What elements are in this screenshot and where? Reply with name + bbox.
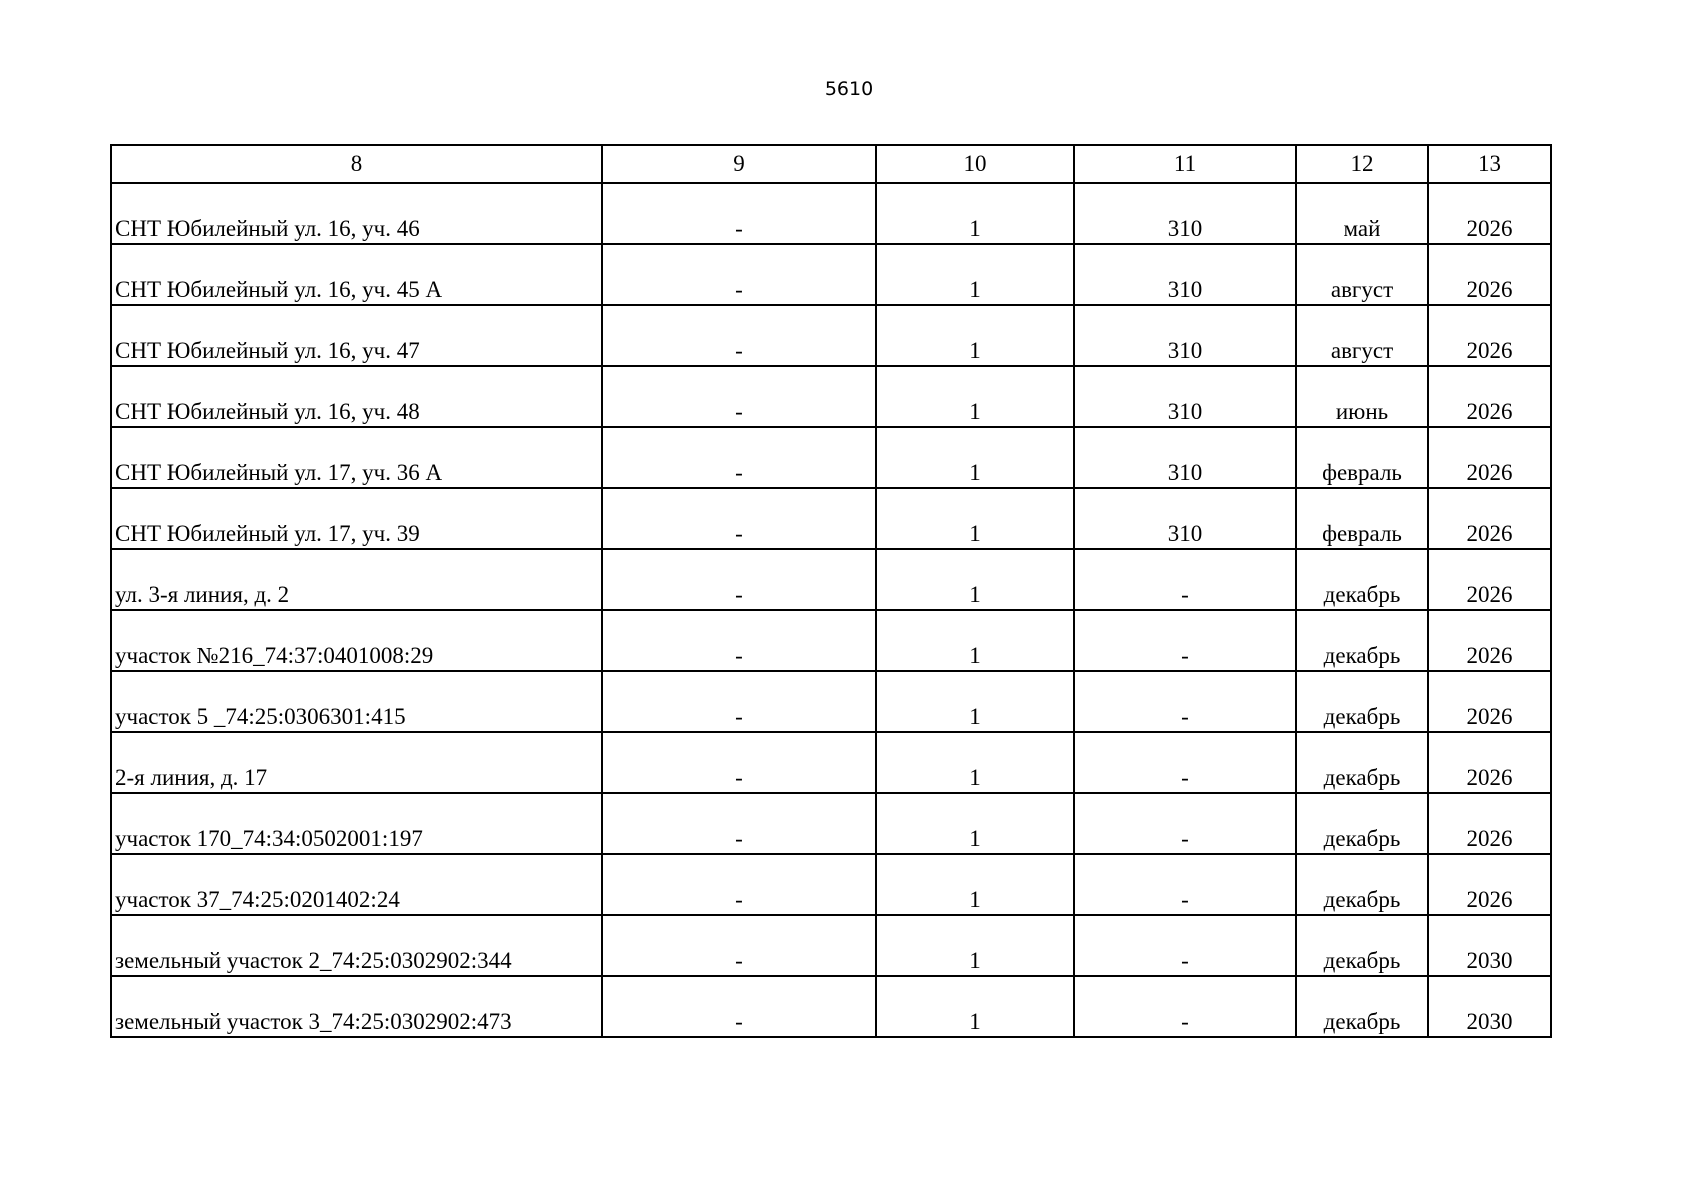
table-body [111,183,1551,1037]
table-row [111,305,1551,366]
table-row [111,976,1551,1037]
table-header [111,145,1551,183]
cell-col-11: 310 [1074,183,1296,244]
cell-col-11: - [1074,915,1296,976]
column-header: 9 [602,145,876,183]
cell-year: 2026 [1428,488,1551,549]
cell-col-10: 1 [876,976,1074,1037]
cell-year: 2026 [1428,549,1551,610]
cell-address: СНТ Юбилейный ул. 17, уч. 36 А [111,427,602,488]
table-row [111,183,1551,244]
cell-month: август [1296,244,1428,305]
column-header: 8 [111,145,602,183]
cell-col-9: - [602,183,876,244]
cell-col-10: 1 [876,305,1074,366]
cell-col-11: - [1074,854,1296,915]
cell-col-11: - [1074,671,1296,732]
cell-month: декабрь [1296,610,1428,671]
cell-month: февраль [1296,427,1428,488]
cell-col-9: - [602,610,876,671]
cell-col-9: - [602,915,876,976]
cell-col-9: - [602,854,876,915]
header-row [111,145,1551,183]
cell-address: 2-я линия, д. 17 [111,732,602,793]
cell-month: май [1296,183,1428,244]
cell-col-11: - [1074,976,1296,1037]
cell-month: декабрь [1296,976,1428,1037]
cell-month: декабрь [1296,671,1428,732]
cell-address: СНТ Юбилейный ул. 16, уч. 48 [111,366,602,427]
cell-year: 2026 [1428,610,1551,671]
cell-year: 2026 [1428,244,1551,305]
cell-col-9: - [602,671,876,732]
table-row [111,793,1551,854]
cell-year: 2026 [1428,305,1551,366]
cell-col-9: - [602,732,876,793]
table-row [111,854,1551,915]
cell-address: СНТ Юбилейный ул. 16, уч. 46 [111,183,602,244]
cell-year: 2026 [1428,183,1551,244]
cell-month: июнь [1296,366,1428,427]
cell-col-11: - [1074,732,1296,793]
cell-col-10: 1 [876,183,1074,244]
cell-col-10: 1 [876,854,1074,915]
cell-col-11: 310 [1074,366,1296,427]
cell-year: 2030 [1428,976,1551,1037]
cell-col-10: 1 [876,732,1074,793]
cell-col-11: 310 [1074,427,1296,488]
table-row [111,732,1551,793]
cell-month: декабрь [1296,549,1428,610]
cell-col-9: - [602,305,876,366]
cell-col-11: 310 [1074,488,1296,549]
cell-address: ул. 3-я линия, д. 2 [111,549,602,610]
cell-col-9: - [602,366,876,427]
cell-col-10: 1 [876,915,1074,976]
cell-col-10: 1 [876,793,1074,854]
cell-col-10: 1 [876,610,1074,671]
column-header: 13 [1428,145,1551,183]
cell-address: участок 5 _74:25:0306301:415 [111,671,602,732]
cell-col-10: 1 [876,488,1074,549]
table-row [111,671,1551,732]
cell-year: 2026 [1428,732,1551,793]
cell-month: декабрь [1296,793,1428,854]
cell-year: 2026 [1428,366,1551,427]
table-row [111,549,1551,610]
cell-address: участок 170_74:34:0502001:197 [111,793,602,854]
cell-col-11: - [1074,793,1296,854]
table-row [111,488,1551,549]
cell-col-10: 1 [876,427,1074,488]
cell-col-11: - [1074,549,1296,610]
cell-year: 2030 [1428,915,1551,976]
data-table [110,144,1552,1038]
page-number: 5610 [824,78,874,100]
cell-col-11: 310 [1074,305,1296,366]
cell-col-11: - [1074,610,1296,671]
table-row [111,610,1551,671]
cell-year: 2026 [1428,427,1551,488]
table-row [111,244,1551,305]
cell-month: август [1296,305,1428,366]
table-row [111,915,1551,976]
cell-month: декабрь [1296,854,1428,915]
cell-col-9: - [602,976,876,1037]
table-row [111,366,1551,427]
cell-address: земельный участок 3_74:25:0302902:473 [111,976,602,1037]
cell-address: СНТ Юбилейный ул. 17, уч. 39 [111,488,602,549]
cell-col-10: 1 [876,671,1074,732]
cell-month: декабрь [1296,732,1428,793]
cell-month: февраль [1296,488,1428,549]
cell-address: участок №216_74:37:0401008:29 [111,610,602,671]
cell-col-9: - [602,549,876,610]
cell-col-11: 310 [1074,244,1296,305]
cell-address: участок 37_74:25:0201402:24 [111,854,602,915]
column-header: 11 [1074,145,1296,183]
cell-year: 2026 [1428,793,1551,854]
cell-col-9: - [602,244,876,305]
cell-address: СНТ Юбилейный ул. 16, уч. 47 [111,305,602,366]
column-header: 12 [1296,145,1428,183]
cell-col-9: - [602,793,876,854]
cell-col-9: - [602,427,876,488]
cell-col-10: 1 [876,366,1074,427]
column-header: 10 [876,145,1074,183]
cell-col-9: - [602,488,876,549]
cell-col-10: 1 [876,244,1074,305]
cell-month: декабрь [1296,915,1428,976]
cell-address: земельный участок 2_74:25:0302902:344 [111,915,602,976]
cell-year: 2026 [1428,671,1551,732]
cell-address: СНТ Юбилейный ул. 16, уч. 45 А [111,244,602,305]
table-row [111,427,1551,488]
cell-col-10: 1 [876,549,1074,610]
cell-year: 2026 [1428,854,1551,915]
